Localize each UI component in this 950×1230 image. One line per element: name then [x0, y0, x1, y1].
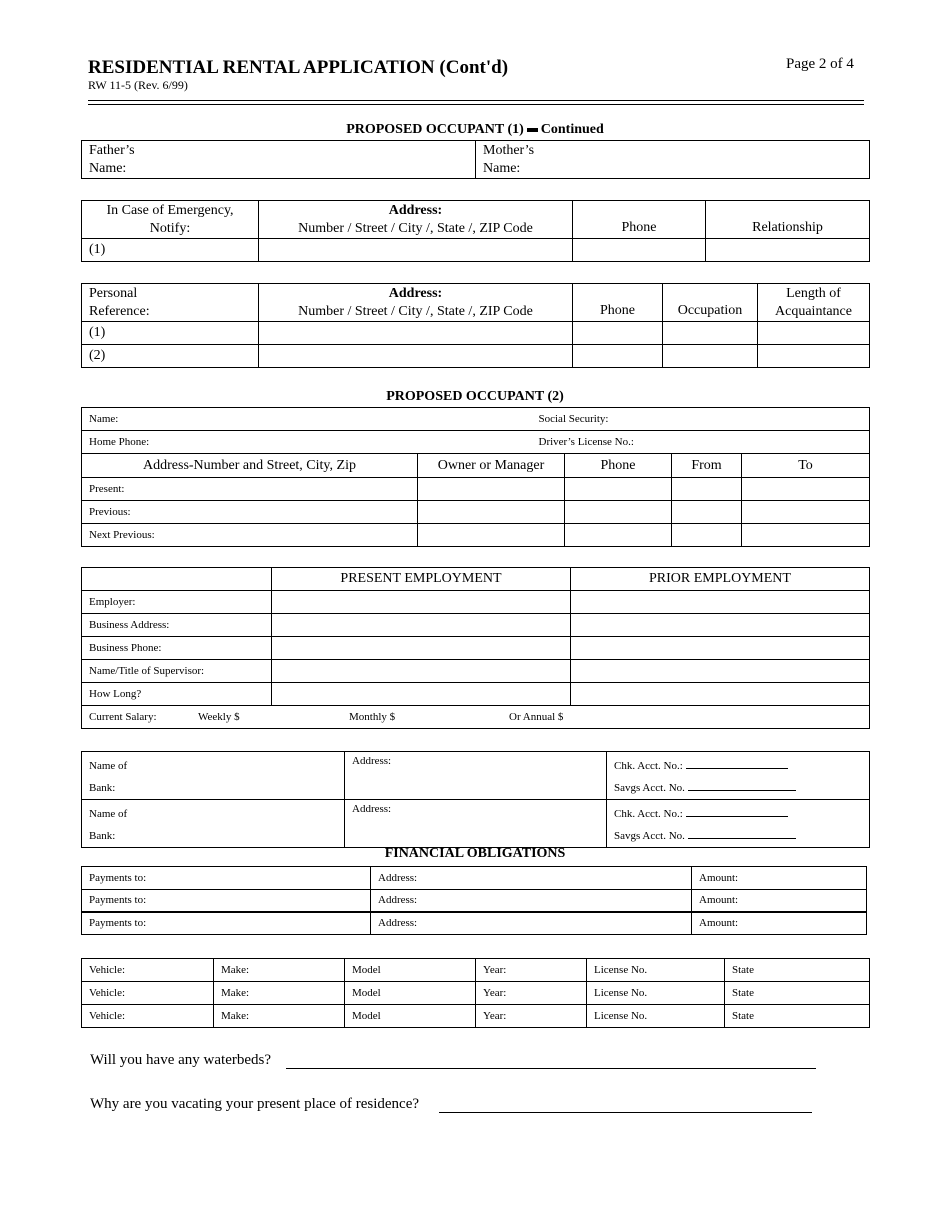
fathers-name-field[interactable] — [82, 141, 476, 179]
reference-col1-line2: Reference: — [89, 304, 150, 319]
how-long-label: How Long? — [82, 683, 272, 706]
emergency-col1-line1: In Case of Emergency, — [106, 203, 234, 218]
vehicle3-license-field[interactable]: License No. — [587, 1005, 725, 1028]
prior-employment-header: PRIOR EMPLOYMENT — [571, 568, 870, 591]
bank2-name-field[interactable] — [82, 800, 345, 848]
bank2-accounts — [607, 800, 870, 848]
vehicle2-label: Vehicle: — [82, 982, 214, 1005]
vehicle3-label: Vehicle: — [82, 1005, 214, 1028]
vehicle2-model-field[interactable]: Model — [345, 982, 476, 1005]
next-previous-owner-field[interactable] — [418, 524, 565, 547]
weekly-salary-label: Weekly $ — [198, 711, 240, 723]
occupant2-license-field[interactable]: Driver’s License No.: — [532, 431, 870, 454]
employment-corner — [82, 568, 272, 591]
bank1-accounts — [607, 752, 870, 800]
annual-salary-label: Or Annual $ — [509, 711, 564, 723]
next-previous-address-field[interactable]: Next Previous: — [82, 524, 418, 547]
reference-length-header — [758, 284, 870, 322]
vacating-question: Why are you vacating your present place of residence? — [90, 1096, 420, 1112]
payments1-field[interactable]: Payments to: — [82, 867, 371, 890]
bank2-address-field[interactable]: Address: — [345, 800, 607, 848]
mothers-label-line2: Name: — [483, 161, 521, 176]
bank1-savgs-blank[interactable] — [688, 780, 796, 791]
emergency-phone-header: Phone — [573, 201, 706, 239]
reference-length-line2: Acquaintance — [775, 304, 852, 319]
dash-icon — [527, 128, 538, 132]
previous-phone-field[interactable] — [565, 501, 672, 524]
occupant2-home-phone-field[interactable]: Home Phone: — [82, 431, 532, 454]
next-previous-from-field[interactable] — [672, 524, 742, 547]
prior-business-phone-field[interactable] — [571, 637, 870, 660]
previous-address-field[interactable]: Previous: — [82, 501, 418, 524]
bank2-name-line1: Name of — [89, 808, 128, 820]
present-supervisor-field[interactable] — [272, 660, 571, 683]
vehicles-table — [81, 958, 870, 1028]
next-previous-to-field[interactable] — [742, 524, 870, 547]
vehicle2-state-field[interactable]: State — [725, 982, 870, 1005]
present-address-field[interactable]: Present: — [82, 478, 418, 501]
financial-table — [81, 866, 867, 935]
payments1-address-field[interactable]: Address: — [371, 867, 692, 890]
reference-table — [81, 283, 870, 368]
business-phone-label: Business Phone: — [82, 637, 272, 660]
occupant1-heading — [81, 122, 869, 138]
payments3-field[interactable]: Payments to: — [82, 912, 371, 935]
vehicle2-make-field[interactable]: Make: — [214, 982, 345, 1005]
reference-row1-label: (1) — [82, 322, 259, 345]
present-phone-field[interactable] — [565, 478, 672, 501]
reference-phone-header: Phone — [573, 284, 663, 322]
reference-col1-line1: Personal — [89, 286, 138, 301]
payments3-address-field[interactable]: Address: — [371, 912, 692, 935]
occupant1-heading-tail: Continued — [540, 122, 604, 137]
reference2-length-field[interactable] — [758, 345, 870, 368]
occupant2-heading: PROPOSED OCCUPANT (2) — [386, 389, 564, 404]
reference1-phone-field[interactable] — [573, 322, 663, 345]
monthly-salary-label: Monthly $ — [349, 711, 396, 723]
emergency-address-sub: Number / Street / City /, State /, ZIP Code — [298, 221, 533, 236]
bank-table — [81, 751, 870, 848]
vehicle1-state-field[interactable]: State — [725, 959, 870, 982]
header-rule-top — [88, 100, 864, 101]
emergency-row-label: (1) — [82, 239, 259, 262]
prior-how-long-field[interactable] — [571, 683, 870, 706]
reference-length-line1: Length of — [786, 286, 841, 301]
vehicle1-label: Vehicle: — [82, 959, 214, 982]
reference1-address-field[interactable] — [259, 322, 573, 345]
bank2-savgs-blank[interactable] — [688, 828, 796, 839]
mothers-label-line1: Mother’s — [483, 143, 535, 158]
vehicle3-year-field[interactable]: Year: — [476, 1005, 587, 1028]
vehicle1-year-field[interactable]: Year: — [476, 959, 587, 982]
fathers-label-line1: Father’s — [89, 143, 135, 158]
vehicle2-year-field[interactable]: Year: — [476, 982, 587, 1005]
payments2-address-field[interactable]: Address: — [371, 890, 692, 912]
bank1-chk-row[interactable] — [614, 755, 862, 777]
bank2-savgs-label: Savgs Acct. No. — [614, 830, 685, 842]
emergency-notify-header — [82, 201, 259, 239]
bank2-chk-row[interactable] — [614, 803, 862, 825]
bank1-name-line2: Bank: — [89, 782, 116, 794]
emergency-relationship-header: Relationship — [706, 201, 870, 239]
reference-address-sub: Number / Street / City /, State /, ZIP Code — [298, 304, 533, 319]
vacating-answer-line[interactable] — [439, 1099, 812, 1113]
bank1-chk-label: Chk. Acct. No.: — [614, 760, 683, 772]
bank1-savgs-label: Savgs Acct. No. — [614, 782, 685, 794]
occupant2-address-header: Address-Number and Street, City, Zip — [82, 454, 418, 478]
emergency-table — [81, 200, 870, 262]
vehicle1-make-field[interactable]: Make: — [214, 959, 345, 982]
occupant2-name-field[interactable]: Name: — [82, 408, 532, 431]
previous-to-field[interactable] — [742, 501, 870, 524]
bank1-chk-blank[interactable] — [686, 758, 788, 769]
bank1-name-line1: Name of — [89, 760, 128, 772]
business-address-label: Business Address: — [82, 614, 272, 637]
present-employer-field[interactable] — [272, 591, 571, 614]
payments2-field[interactable]: Payments to: — [82, 890, 371, 912]
occupant2-id-table — [81, 407, 870, 454]
bank1-savgs-row[interactable] — [614, 777, 862, 799]
present-from-field[interactable] — [672, 478, 742, 501]
emergency-col1-line2: Notify: — [149, 221, 191, 236]
supervisor-label: Name/Title of Supervisor: — [82, 660, 272, 683]
occupant2-to-header: To — [742, 454, 870, 478]
bank2-chk-blank[interactable] — [686, 806, 788, 817]
current-salary-row[interactable] — [82, 706, 870, 729]
prior-employer-field[interactable] — [571, 591, 870, 614]
vehicle3-make-field[interactable]: Make: — [214, 1005, 345, 1028]
emergency-address-field[interactable] — [259, 239, 573, 262]
employment-table — [81, 567, 870, 729]
occupant1-heading-main: PROPOSED OCCUPANT (1) — [346, 122, 524, 137]
payments1-amount-field[interactable]: Amount: — [692, 867, 867, 890]
payments2-amount-field[interactable]: Amount: — [692, 890, 867, 912]
vehicle2-license-field[interactable]: License No. — [587, 982, 725, 1005]
emergency-address-title: Address: — [388, 203, 443, 218]
occupant2-phone-header: Phone — [565, 454, 672, 478]
header-rule-bottom — [88, 104, 864, 105]
employer-label: Employer: — [82, 591, 272, 614]
reference2-phone-field[interactable] — [573, 345, 663, 368]
bank2-chk-label: Chk. Acct. No.: — [614, 808, 683, 820]
waterbeds-question: Will you have any waterbeds? — [90, 1052, 271, 1068]
present-to-field[interactable] — [742, 478, 870, 501]
occupant2-owner-header: Owner or Manager — [418, 454, 565, 478]
waterbeds-answer-line[interactable] — [286, 1055, 816, 1069]
present-business-address-field[interactable] — [272, 614, 571, 637]
form-code: RW 11-5 (Rev. 6/99) — [88, 78, 188, 92]
reference-occupation-header: Occupation — [663, 284, 758, 322]
previous-owner-field[interactable] — [418, 501, 565, 524]
bank2-savgs-row[interactable] — [614, 825, 862, 847]
next-previous-phone-field[interactable] — [565, 524, 672, 547]
present-owner-field[interactable] — [418, 478, 565, 501]
present-business-phone-field[interactable] — [272, 637, 571, 660]
vehicle3-model-field[interactable]: Model — [345, 1005, 476, 1028]
parents-table — [81, 140, 870, 179]
present-how-long-field[interactable] — [272, 683, 571, 706]
page-number: Page 2 of 4 — [786, 56, 854, 72]
previous-from-field[interactable] — [672, 501, 742, 524]
current-salary-label: Current Salary: — [89, 711, 157, 723]
reference-address-title: Address: — [388, 286, 443, 301]
vehicle3-state-field[interactable]: State — [725, 1005, 870, 1028]
reference1-occupation-field[interactable] — [663, 322, 758, 345]
payments3-amount-field[interactable]: Amount: — [692, 912, 867, 935]
occupant2-ssn-field[interactable]: Social Security: — [532, 408, 870, 431]
emergency-relationship-field[interactable] — [706, 239, 870, 262]
reference1-length-field[interactable] — [758, 322, 870, 345]
occupant2-address-table — [81, 453, 870, 547]
bank2-name-line2: Bank: — [89, 830, 116, 842]
financial-heading: FINANCIAL OBLIGATIONS — [384, 846, 566, 861]
present-employment-header: PRESENT EMPLOYMENT — [272, 568, 571, 591]
vehicle1-model-field[interactable]: Model — [345, 959, 476, 982]
reference2-address-field[interactable] — [259, 345, 573, 368]
reference-row2-label: (2) — [82, 345, 259, 368]
occupant2-from-header: From — [672, 454, 742, 478]
reference-header — [82, 284, 259, 322]
prior-supervisor-field[interactable] — [571, 660, 870, 683]
fathers-label-line2: Name: — [89, 161, 127, 176]
bank1-name-field[interactable] — [82, 752, 345, 800]
form-title: RESIDENTIAL RENTAL APPLICATION (Cont'd) — [88, 57, 509, 78]
reference2-occupation-field[interactable] — [663, 345, 758, 368]
bank1-address-field[interactable]: Address: — [345, 752, 607, 800]
prior-business-address-field[interactable] — [571, 614, 870, 637]
emergency-phone-field[interactable] — [573, 239, 706, 262]
reference-address-header — [259, 284, 573, 322]
emergency-address-header — [259, 201, 573, 239]
mothers-name-field[interactable] — [476, 141, 870, 179]
vehicle1-license-field[interactable]: License No. — [587, 959, 725, 982]
